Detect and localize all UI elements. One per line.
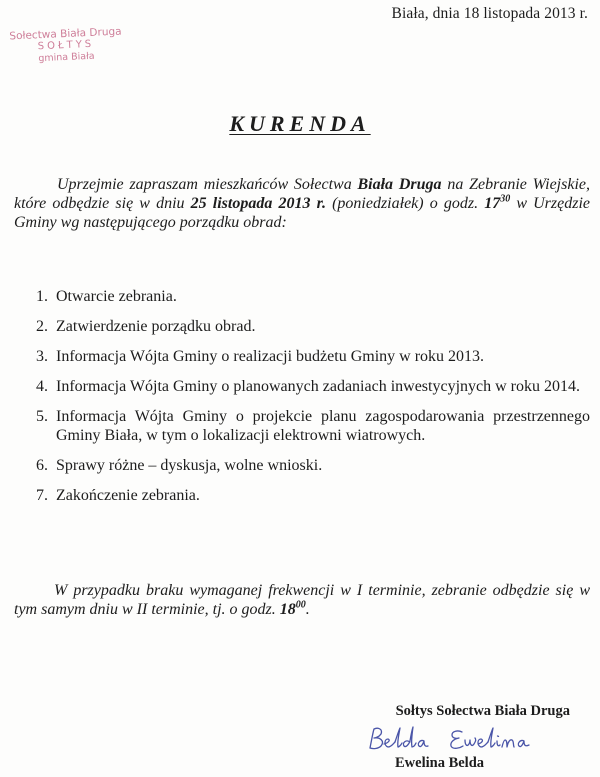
agenda-item-number: 1. bbox=[36, 288, 48, 305]
agenda-item-number: 5. bbox=[36, 408, 48, 425]
agenda-item-number: 2. bbox=[36, 318, 48, 335]
agenda-item bbox=[36, 347, 590, 366]
note-text-b: . bbox=[305, 601, 310, 618]
agenda-item-text: Informacja Wójta Gminy o realizacji budżetu Gminy w roku 2013. bbox=[56, 348, 485, 365]
intro-time-hour: 17 bbox=[484, 195, 501, 212]
agenda-item-text: Sprawy różne – dyskusja, wolne wnioski. bbox=[56, 457, 323, 474]
agenda-item bbox=[36, 456, 590, 475]
document-title bbox=[0, 111, 600, 137]
official-stamp bbox=[5, 25, 126, 66]
agenda-item bbox=[36, 407, 590, 445]
stamp-line-2: SOŁTYS bbox=[37, 38, 95, 53]
agenda-item-text: Otwarcie zebrania. bbox=[56, 288, 177, 305]
note-time-minutes: 00 bbox=[295, 599, 306, 611]
intro-time-minutes: 30 bbox=[500, 193, 511, 205]
handwritten-signature bbox=[364, 724, 564, 756]
agenda-item-text: Informacja Wójta Gminy o projekcie planu zagospodarowania przestrzennego Gminy Biała, w tym o lokalizacji elektrowni wiatrowych. bbox=[56, 408, 590, 444]
intro-text-b: na Zebranie Wiejskie, które odbędzie się w dniu bbox=[14, 176, 590, 212]
signatory-name: Ewelina Belda bbox=[395, 755, 485, 771]
place-date: Biała, dnia 18 listopada 2013 r. bbox=[391, 5, 588, 22]
intro-text-d: w Urzędzie Gminy wg następującego porządku obrad: bbox=[14, 195, 591, 231]
agenda-item bbox=[36, 317, 590, 336]
invitation-paragraph bbox=[14, 175, 590, 232]
agenda-item-number: 4. bbox=[36, 378, 48, 395]
intro-text-c: (poniedziałek) o godz. bbox=[325, 195, 485, 212]
agenda-item-number: 6. bbox=[36, 457, 48, 474]
agenda-item bbox=[36, 486, 590, 505]
agenda-item-number: 7. bbox=[36, 487, 48, 504]
agenda-item-number: 3. bbox=[36, 348, 48, 365]
note-second-term-time bbox=[280, 601, 306, 618]
agenda-list bbox=[36, 287, 590, 516]
agenda-item-text: Zakończenie zebrania. bbox=[56, 487, 200, 504]
stamp-line-3: gmina Biała bbox=[38, 50, 95, 65]
signatory-title: Sołtys Sołectwa Biała Druga bbox=[395, 703, 570, 719]
stamp-line-1: Sołectwa Biała Druga bbox=[9, 25, 122, 43]
quorum-note bbox=[14, 581, 590, 619]
agenda-item-text: Informacja Wójta Gminy o planowanych zadaniach inwestycyjnych w roku 2014. bbox=[56, 378, 580, 395]
agenda-item bbox=[36, 377, 590, 396]
intro-village-name: Biała Druga bbox=[357, 176, 442, 193]
intro-meeting-time bbox=[484, 195, 510, 212]
intro-meeting-date: 25 listopada 2013 r. bbox=[190, 195, 326, 212]
agenda-item-text: Zatwierdzenie porządku obrad. bbox=[56, 318, 256, 335]
intro-text-a: Uprzejmie zapraszam mieszkańców Sołectwa bbox=[57, 176, 358, 193]
note-time-hour: 18 bbox=[279, 601, 296, 618]
agenda-item bbox=[36, 287, 590, 306]
document-title-text: KURENDA bbox=[229, 111, 371, 136]
note-text-a: W przypadku braku wymaganej frekwencji w I terminie, zebranie odbędzie się w tym samym dniu w II terminie, tj. o godz. bbox=[14, 582, 590, 618]
